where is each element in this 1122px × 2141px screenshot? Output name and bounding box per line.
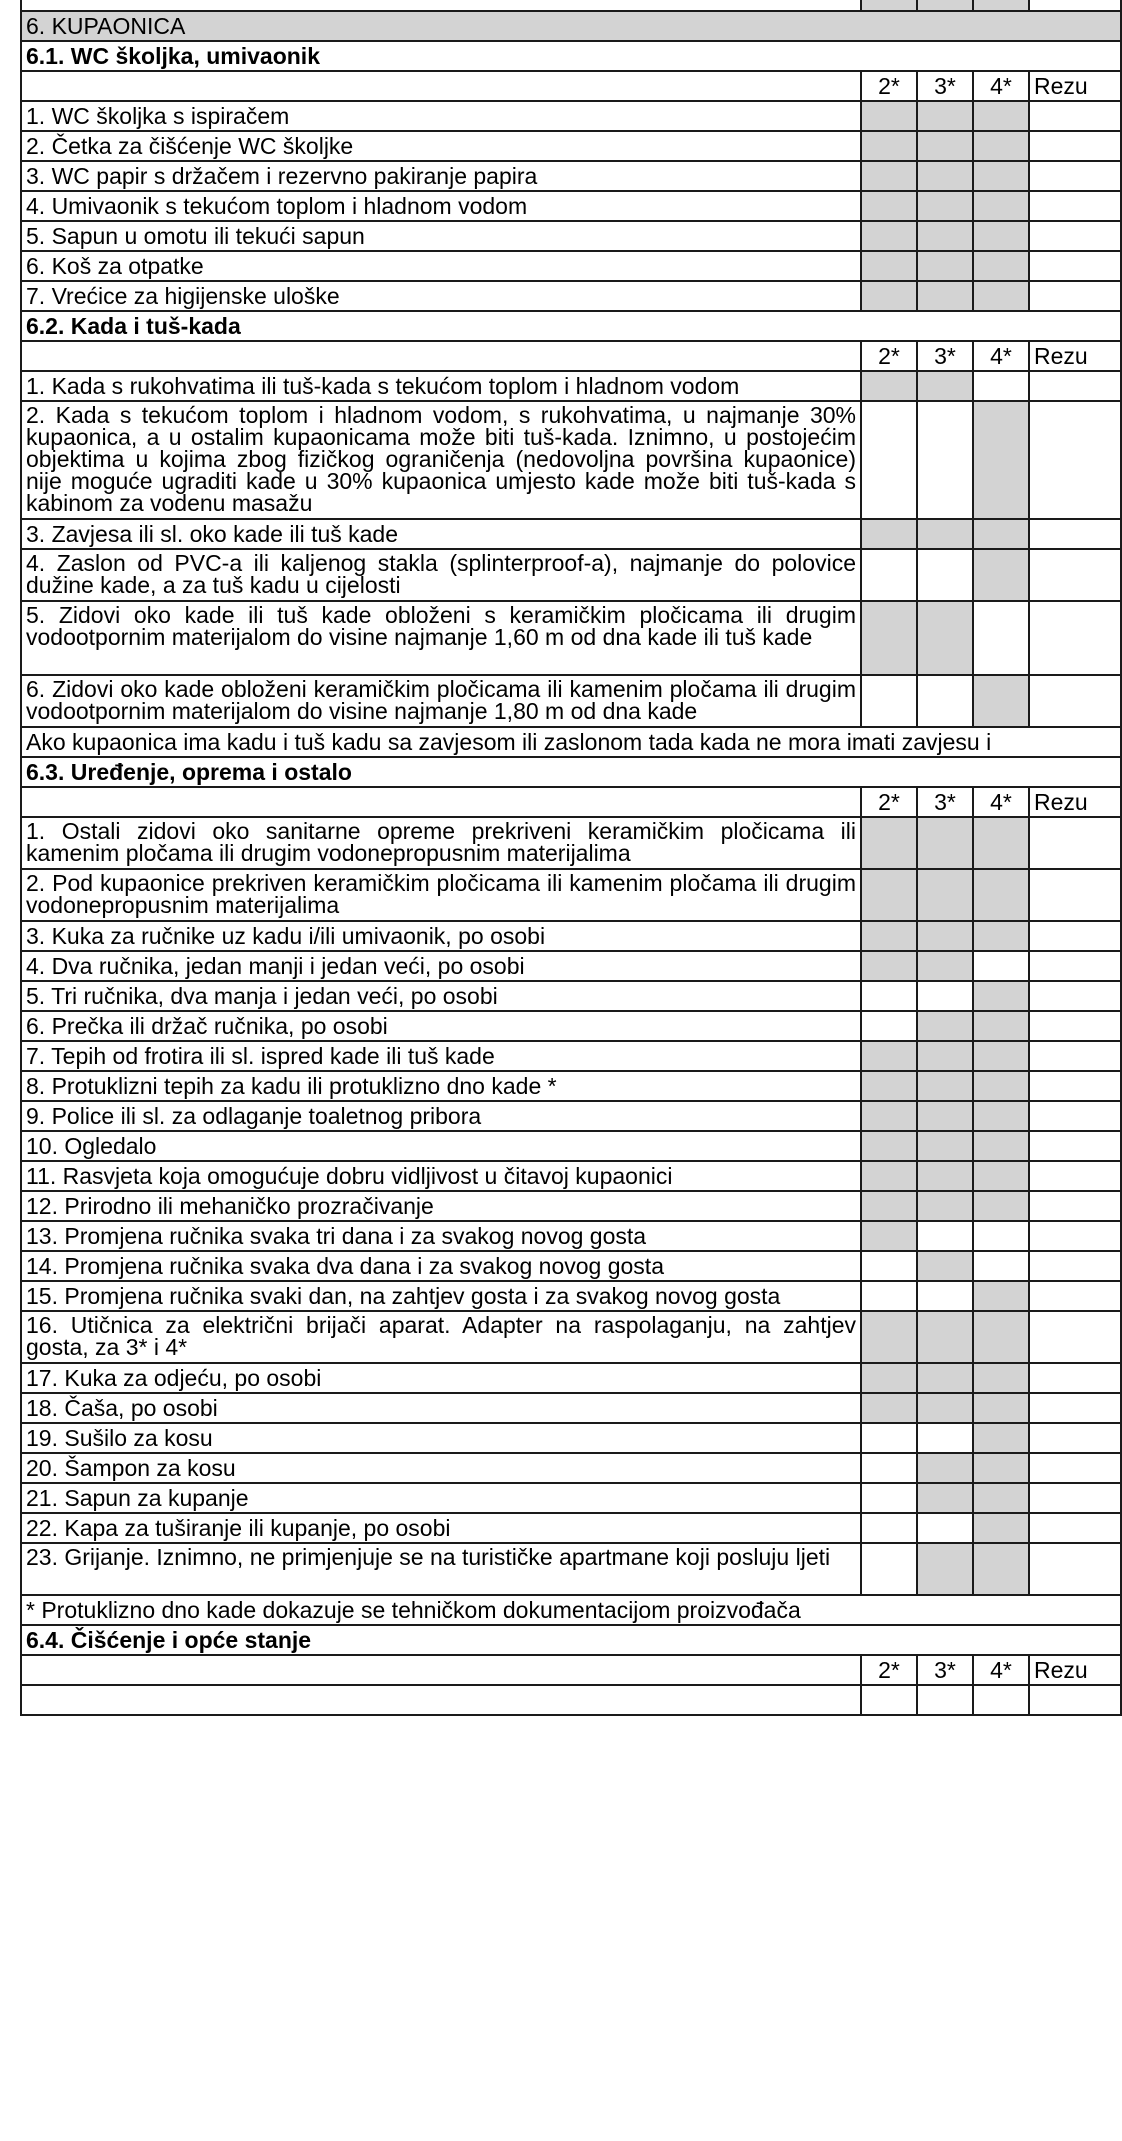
criterion-row [21,1513,1121,1543]
criterion-text: 6. Koš za otpatke [21,251,861,281]
result-cell[interactable] [1029,191,1121,221]
criterion-row [21,1131,1121,1161]
cutoff-star-cell [917,1685,973,1715]
cutoff-result-cell [1029,1685,1121,1715]
star-4-cell [973,1251,1029,1281]
star-3-cell [917,1281,973,1311]
result-cell[interactable] [1029,131,1121,161]
star-3-cell [917,1101,973,1131]
header-result: Rezu [1029,1655,1121,1685]
note-row [21,727,1121,757]
result-cell[interactable] [1029,1251,1121,1281]
star-4-cell [973,1191,1029,1221]
result-cell[interactable] [1029,1191,1121,1221]
star-header-row [21,341,1121,371]
result-cell[interactable] [1029,1281,1121,1311]
result-cell[interactable] [1029,1311,1121,1363]
star-4-cell [973,1453,1029,1483]
header-3-star: 3* [917,341,973,371]
criterion-text: 16. Utičnica za električni brijači aparat. Adapter na raspolaganju, na zahtjev gosta, za 3* i 4* [21,1311,861,1363]
star-4-cell [973,1311,1029,1363]
star-3-cell [917,951,973,981]
cutoff-blank-cell [21,1685,861,1715]
cutoff-next-header-row [21,1685,1121,1715]
result-cell[interactable] [1029,1453,1121,1483]
star-2-cell [861,1311,917,1363]
section-heading-cell: 6. KUPAONICA [21,11,1121,41]
criterion-row [21,131,1121,161]
criterion-text: 1. Ostali zidovi oko sanitarne opreme prekriveni keramičkim pločicama ili kamenim pločama ili drugim vodonepropusnim materijalima [21,817,861,869]
star-3-cell [917,1363,973,1393]
star-4-cell [973,869,1029,921]
cutoff-star-cell [973,0,1029,11]
star-3-cell [917,549,973,601]
header-4-star: 4* [973,787,1029,817]
criterion-text: 15. Promjena ručnika svaki dan, na zahtjev gosta i za svakog novog gosta [21,1281,861,1311]
result-cell[interactable] [1029,1513,1121,1543]
header-3-star: 3* [917,71,973,101]
star-2-cell [861,281,917,311]
subsection-heading [21,41,1121,71]
result-cell[interactable] [1029,371,1121,401]
criterion-text: 1. Kada s rukohvatima ili tuš-kada s tekućom toplom i hladnom vodom [21,371,861,401]
subsection-heading-cell: 6.3. Uređenje, oprema i ostalo [21,757,1121,787]
star-4-cell [973,1483,1029,1513]
star-4-cell [973,549,1029,601]
criterion-text: 19. Sušilo za kosu [21,1423,861,1453]
criterion-row [21,951,1121,981]
star-3-cell [917,1543,973,1595]
star-3-cell [917,1011,973,1041]
header-3-star: 3* [917,787,973,817]
star-4-cell [973,675,1029,727]
star-3-cell [917,1221,973,1251]
star-2-cell [861,161,917,191]
star-4-cell [973,131,1029,161]
star-3-cell [917,191,973,221]
criterion-text: 4. Zaslon od PVC-a ili kaljenog stakla (splinterproof-a), najmanje do polovice dužine kade, a za tuš kadu u cijelosti [21,549,861,601]
criterion-row [21,1221,1121,1251]
star-4-cell [973,1281,1029,1311]
criterion-row [21,281,1121,311]
star-2-cell [861,191,917,221]
criterion-text: 2. Četka za čišćenje WC školjke [21,131,861,161]
cutoff-star-cell [861,1685,917,1715]
criterion-row [21,371,1121,401]
criterion-text: 4. Dva ručnika, jedan manji i jedan veći, po osobi [21,951,861,981]
criterion-text: 7. Vrećice za higijenske uloške [21,281,861,311]
star-2-cell [861,101,917,131]
star-3-cell [917,221,973,251]
criterion-text: 9. Police ili sl. za odlaganje toaletnog pribora [21,1101,861,1131]
cutoff-star-cell [973,1685,1029,1715]
result-cell[interactable] [1029,251,1121,281]
result-cell[interactable] [1029,675,1121,727]
criterion-row [21,921,1121,951]
star-2-cell [861,519,917,549]
criterion-row [21,1161,1121,1191]
star-2-cell [861,1393,917,1423]
cutoff-text [21,0,861,11]
star-4-cell [973,981,1029,1011]
star-2-cell [861,1483,917,1513]
criterion-text: 22. Kapa za tuširanje ili kupanje, po osobi [21,1513,861,1543]
criterion-row [21,221,1121,251]
header-result: Rezu [1029,71,1121,101]
star-3-cell [917,1453,973,1483]
star-3-cell [917,1131,973,1161]
section-heading [21,11,1121,41]
result-cell[interactable] [1029,1483,1121,1513]
star-3-cell [917,981,973,1011]
star-4-cell [973,161,1029,191]
star-4-cell [973,1513,1029,1543]
subsection-heading-cell: 6.2. Kada i tuš-kada [21,311,1121,341]
star-2-cell [861,1131,917,1161]
result-cell[interactable] [1029,1221,1121,1251]
star-3-cell [917,1483,973,1513]
criterion-row [21,251,1121,281]
note-row-cell: Ako kupaonica ima kadu i tuš kadu sa zavjesom ili zaslonom tada kada ne mora imati zavjesu i [21,727,1121,757]
criterion-text: 13. Promjena ručnika svaka tri dana i za svakog novog gosta [21,1221,861,1251]
star-3-cell [917,817,973,869]
star-2-cell [861,951,917,981]
star-4-cell [973,1011,1029,1041]
star-2-cell [861,549,917,601]
subsection-heading [21,311,1121,341]
star-3-cell [917,1251,973,1281]
criterion-text: 17. Kuka za odjeću, po osobi [21,1363,861,1393]
star-4-cell [973,519,1029,549]
result-cell[interactable] [1029,1131,1121,1161]
result-cell[interactable] [1029,1041,1121,1071]
result-cell[interactable] [1029,981,1121,1011]
criterion-text: 20. Šampon za kosu [21,1453,861,1483]
result-cell[interactable] [1029,281,1121,311]
criterion-row [21,401,1121,519]
result-cell[interactable] [1029,869,1121,921]
result-cell[interactable] [1029,1011,1121,1041]
result-cell[interactable] [1029,921,1121,951]
result-cell[interactable] [1029,1543,1121,1595]
subsection-heading [21,757,1121,787]
star-3-cell [917,1311,973,1363]
result-cell[interactable] [1029,951,1121,981]
subsection-heading-cell: 6.1. WC školjka, umivaonik [21,41,1121,71]
criterion-text: 14. Promjena ručnika svaka dva dana i za svakog novog gosta [21,1251,861,1281]
criterion-row [21,601,1121,675]
criterion-text: 4. Umivaonik s tekućom toplom i hladnom vodom [21,191,861,221]
header-blank-cell [21,1655,861,1685]
header-blank-cell [21,787,861,817]
star-4-cell [973,1131,1029,1161]
criterion-row [21,1101,1121,1131]
star-4-cell [973,817,1029,869]
star-4-cell [973,1071,1029,1101]
star-2-cell [861,1161,917,1191]
criterion-row [21,549,1121,601]
result-cell[interactable] [1029,549,1121,601]
criterion-text: 23. Grijanje. Iznimno, ne primjenjuje se na turističke apartmane koji posluju ljeti [21,1543,861,1595]
header-blank-cell [21,341,861,371]
criterion-text: 2. Pod kupaonice prekriven keramičkim pločicama ili kamenim pločama ili drugim vodonepropusnim materijalima [21,869,861,921]
header-blank-cell [21,71,861,101]
star-2-cell [861,1453,917,1483]
result-cell[interactable] [1029,1101,1121,1131]
star-3-cell [917,161,973,191]
cutoff-star-cell [917,0,973,11]
star-2-cell [861,1513,917,1543]
cutoff-previous-row [21,0,1121,11]
criterion-text: 12. Prirodno ili mehaničko prozračivanje [21,1191,861,1221]
star-header-row [21,1655,1121,1685]
star-2-cell [861,1363,917,1393]
star-2-cell [861,131,917,161]
criterion-text: 5. Zidovi oko kade ili tuš kade obloženi s keramičkim pločicama ili drugim vodootpornim materijalom do visine najmanje 1,60 m od dna kade ili tuš kade [21,601,861,675]
star-4-cell [973,951,1029,981]
criterion-row [21,981,1121,1011]
star-4-cell [973,601,1029,675]
star-2-cell [861,1221,917,1251]
star-header-row [21,71,1121,101]
cutoff-result-cell [1029,0,1121,11]
classification-criteria-table [20,0,1122,1716]
star-3-cell [917,601,973,675]
star-2-cell [861,251,917,281]
star-2-cell [861,1281,917,1311]
star-4-cell [973,1101,1029,1131]
header-2-star: 2* [861,1655,917,1685]
result-cell[interactable] [1029,1423,1121,1453]
criterion-text: 10. Ogledalo [21,1131,861,1161]
star-2-cell [861,1423,917,1453]
star-4-cell [973,921,1029,951]
criterion-text: 7. Tepih od frotira ili sl. ispred kade ili tuš kade [21,1041,861,1071]
result-cell[interactable] [1029,1161,1121,1191]
criterion-text: 6. Prečka ili držač ručnika, po osobi [21,1011,861,1041]
star-4-cell [973,1161,1029,1191]
criterion-text: 6. Zidovi oko kade obloženi keramičkim pločicama ili kamenim pločama ili drugim vodootpornim materijalom do visine najmanje 1,80 m od dna kade [21,675,861,727]
star-3-cell [917,401,973,519]
criterion-row [21,1423,1121,1453]
criterion-row [21,161,1121,191]
star-3-cell [917,1393,973,1423]
star-4-cell [973,1221,1029,1251]
star-2-cell [861,221,917,251]
criterion-text: 2. Kada s tekućom toplom i hladnom vodom, s rukohvatima, u najmanje 30% kupaonica, a u ostalim kupaonicama može biti tuš-kada. Iznimno, u postojećim objektima u kojima zbog fizičkog ograničenja (nedovoljna površina kupaonice) nije moguće ugraditi kade u 30% kupaonica umjesto kade može biti tuš-kada s kabinom za vodenu masažu [21,401,861,519]
star-3-cell [917,921,973,951]
result-cell[interactable] [1029,1363,1121,1393]
star-3-cell [917,1513,973,1543]
header-2-star: 2* [861,341,917,371]
star-3-cell [917,371,973,401]
star-3-cell [917,869,973,921]
star-2-cell [861,1041,917,1071]
star-2-cell [861,1251,917,1281]
star-3-cell [917,101,973,131]
criterion-row [21,1251,1121,1281]
star-2-cell [861,1071,917,1101]
result-cell[interactable] [1029,401,1121,519]
star-4-cell [973,1543,1029,1595]
star-2-cell [861,1191,917,1221]
criterion-text: 8. Protuklizni tepih za kadu ili protuklizno dno kade * [21,1071,861,1101]
header-result: Rezu [1029,341,1121,371]
star-3-cell [917,1191,973,1221]
star-3-cell [917,281,973,311]
note-row-cell: * Protuklizno dno kade dokazuje se tehničkom dokumentacijom proizvođača [21,1595,1121,1625]
star-4-cell [973,1363,1029,1393]
star-3-cell [917,131,973,161]
criterion-row [21,869,1121,921]
result-cell[interactable] [1029,519,1121,549]
criterion-text: 18. Čaša, po osobi [21,1393,861,1423]
note-row [21,1595,1121,1625]
header-result: Rezu [1029,787,1121,817]
star-3-cell [917,1041,973,1071]
criterion-row [21,1191,1121,1221]
header-2-star: 2* [861,71,917,101]
criterion-text: 11. Rasvjeta koja omogućuje dobru vidljivost u čitavoj kupaonici [21,1161,861,1191]
criterion-text: 1. WC školjka s ispiračem [21,101,861,131]
star-2-cell [861,981,917,1011]
star-4-cell [973,221,1029,251]
criterion-row [21,1071,1121,1101]
star-3-cell [917,251,973,281]
criterion-row [21,1041,1121,1071]
criterion-text: 3. Zavjesa ili sl. oko kade ili tuš kade [21,519,861,549]
star-3-cell [917,1423,973,1453]
header-4-star: 4* [973,341,1029,371]
subsection-heading-cell: 6.4. Čišćenje i opće stanje [21,1625,1121,1655]
star-2-cell [861,1543,917,1595]
star-3-cell [917,675,973,727]
criterion-row [21,817,1121,869]
star-2-cell [861,601,917,675]
cutoff-star-cell [861,0,917,11]
result-cell[interactable] [1029,601,1121,675]
criterion-row [21,1311,1121,1363]
star-3-cell [917,519,973,549]
header-3-star: 3* [917,1655,973,1685]
criterion-row [21,1011,1121,1041]
star-4-cell [973,281,1029,311]
star-2-cell [861,401,917,519]
star-4-cell [973,251,1029,281]
result-cell[interactable] [1029,221,1121,251]
header-2-star: 2* [861,787,917,817]
result-cell[interactable] [1029,161,1121,191]
star-4-cell [973,1423,1029,1453]
criterion-text: 3. WC papir s držačem i rezervno pakiranje papira [21,161,861,191]
header-4-star: 4* [973,1655,1029,1685]
star-4-cell [973,191,1029,221]
result-cell[interactable] [1029,1071,1121,1101]
criterion-row [21,1281,1121,1311]
criterion-row [21,1453,1121,1483]
subsection-heading [21,1625,1121,1655]
star-2-cell [861,921,917,951]
star-4-cell [973,1393,1029,1423]
criterion-text: 5. Sapun u omotu ili tekući sapun [21,221,861,251]
criterion-row [21,1483,1121,1513]
star-3-cell [917,1161,973,1191]
star-2-cell [861,1011,917,1041]
star-3-cell [917,1071,973,1101]
star-2-cell [861,869,917,921]
criterion-row [21,675,1121,727]
star-header-row [21,787,1121,817]
criterion-text: 5. Tri ručnika, dva manja i jedan veći, po osobi [21,981,861,1011]
star-2-cell [861,675,917,727]
star-4-cell [973,401,1029,519]
criterion-row [21,101,1121,131]
star-2-cell [861,1101,917,1131]
criterion-text: 21. Sapun za kupanje [21,1483,861,1513]
star-2-cell [861,371,917,401]
criterion-row [21,191,1121,221]
star-4-cell [973,371,1029,401]
header-4-star: 4* [973,71,1029,101]
criterion-row [21,1543,1121,1595]
result-cell[interactable] [1029,1393,1121,1423]
star-4-cell [973,101,1029,131]
criterion-text: 3. Kuka za ručnike uz kadu i/ili umivaonik, po osobi [21,921,861,951]
result-cell[interactable] [1029,817,1121,869]
criterion-row [21,1393,1121,1423]
result-cell[interactable] [1029,101,1121,131]
criterion-row [21,1363,1121,1393]
star-2-cell [861,817,917,869]
star-4-cell [973,1041,1029,1071]
criterion-row [21,519,1121,549]
